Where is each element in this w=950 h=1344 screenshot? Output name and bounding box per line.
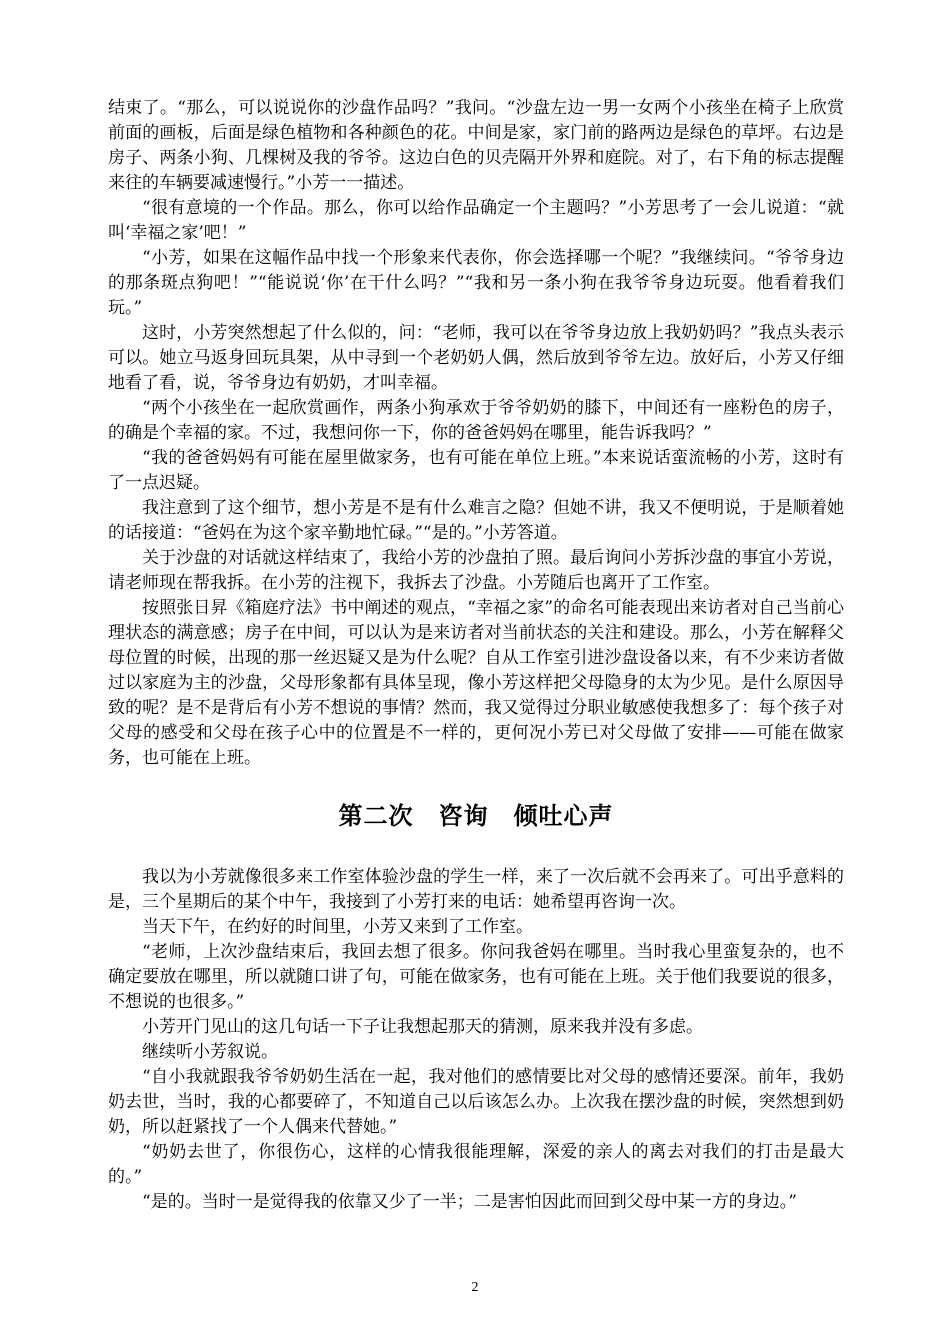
- spacer: [108, 832, 844, 865]
- paragraph: 这时，小芳突然想起了什么似的，问：“老师，我可以在爷爷身边放上我奶奶吗？”我点头表示可以。她立马返身回玩具架，从中寻到一个老奶奶人偶，然后放到爷爷左边。放好后，小芳又仔细地看了看，说，爷爷身边有奶奶，才叫幸福。: [108, 323, 844, 393]
- paragraph: “自小我就跟我爷爷奶奶生活在一起，我对他们的感情要比对父母的感情还要深。前年，我奶奶去世，当时，我的心都要碎了，不知道自己以后该怎么办。上次我在摆沙盘的时候，突然想到奶奶，所以赶紧找了一个人偶来代替她。”: [108, 1067, 844, 1137]
- paragraph: 我注意到了这个细节，想小芳是不是有什么难言之隐？但她不讲，我又不便明说，于是顺着她的话接道：“爸妈在为这个家辛勤地忙碌。”“是的。”小芳答道。: [108, 498, 844, 543]
- paragraph: “奶奶去世了，你很伤心，这样的心情我很能理解，深爱的亲人的离去对我们的打击是最大的。”: [108, 1142, 844, 1187]
- spacer: [108, 771, 844, 800]
- paragraph: 按照张日昇《箱庭疗法》书中阐述的观点，“幸福之家”的命名可能表现出来访者对自己当前心理状态的满意感；房子在中间，可以认为是来访者对当前状态的关注和建设。那么，小芳在解释父母位置的时候，出现的那一丝迟疑又是为什么呢？自从工作室引进沙盘设备以来，有不少来访者做过以家庭为主的沙盘，父母形象都有具体呈现，像小芳这样把父母隐身的太为少见。是什么原因导致的呢？是不是背后有小芳不想说的事情？然而，我又觉得过分职业敏感使我想多了：每个孩子对父母的感受和父母在孩子心中的位置是不一样的，更何况小芳已对父母做了安排——可能在做家务，也可能在上班。: [108, 598, 844, 768]
- paragraph: 当天下午，在约好的时间里，小芳又来到了工作室。: [142, 917, 533, 937]
- page-number: 2: [471, 1280, 479, 1295]
- paragraph: 我以为小芳就像很多来工作室体验沙盘的学生一样，来了一次后就不会再来了。可出乎意料的是，三个星期后的某个中午，我接到了小芳打来的电话：她希望再咨询一次。: [108, 867, 844, 912]
- paragraph: 小芳开门见山的这几句话一下子让我想起那天的猜测，原来我并没有多虑。: [142, 1017, 703, 1037]
- paragraph: “我的爸爸妈妈有可能在屋里做家务，也有可能在单位上班。”本来说话蛮流畅的小芳，这时有了一点迟疑。: [108, 448, 844, 493]
- document-page: [108, 96, 844, 1215]
- paragraph: “老师，上次沙盘结束后，我回去想了很多。你问我爸妈在哪里。当时我心里蛮复杂的，也不确定要放在哪里，所以就随口讲了句，可能在做家务，也有可能在上班。关于他们我要说的很多，不想说的也很多。”: [108, 942, 844, 1012]
- paragraph: 关于沙盘的对话就这样结束了，我给小芳的沙盘拍了照。最后询问小芳拆沙盘的事宜小芳说，请老师现在帮我拆。在小芳的注视下，我拆去了沙盘。小芳随后也离开了工作室。: [108, 548, 844, 593]
- paragraph: “很有意境的一个作品。那么，你可以给作品确定一个主题吗？”小芳思考了一会儿说道：“就叫‘幸福之家’吧！”: [108, 198, 844, 243]
- paragraph: “是的。当时一是觉得我的依靠又少了一半；二是害怕因此而回到父母中某一方的身边。”: [142, 1192, 797, 1212]
- paragraph: 结束了。“那么，可以说说你的沙盘作品吗？”我问。“沙盘左边一男一女两个小孩坐在椅子上欣赏前面的画板，后面是绿色植物和各种颜色的花。中间是家，家门前的路两边是绿色的草坪。右边是房子、两条小狗、几棵树及我的爷爷。这边白色的贝壳隔开外界和庭院。对了，右下角的标志提醒来往的车辆要减速慢行。”小芳一一描述。: [108, 98, 844, 193]
- paragraph: “小芳，如果在这幅作品中找一个形象来代表你，你会选择哪一个呢？”我继续问。“爷爷身边的那条斑点狗吧！”“能说说‘你’在干什么吗？”“我和另一条小狗在我爷爷身边玩耍。他看着我们玩。”: [108, 248, 844, 318]
- paragraph: “两个小孩坐在一起欣赏画作，两条小狗承欢于爷爷奶奶的膝下，中间还有一座粉色的房子，的确是个幸福的家。不过，我想问你一下，你的爸爸妈妈在哪里，能告诉我吗？”: [108, 398, 844, 443]
- section-title: 第二次 咨询 倾吐心声: [338, 801, 614, 830]
- paragraph: 继续听小芳叙说。: [142, 1042, 278, 1062]
